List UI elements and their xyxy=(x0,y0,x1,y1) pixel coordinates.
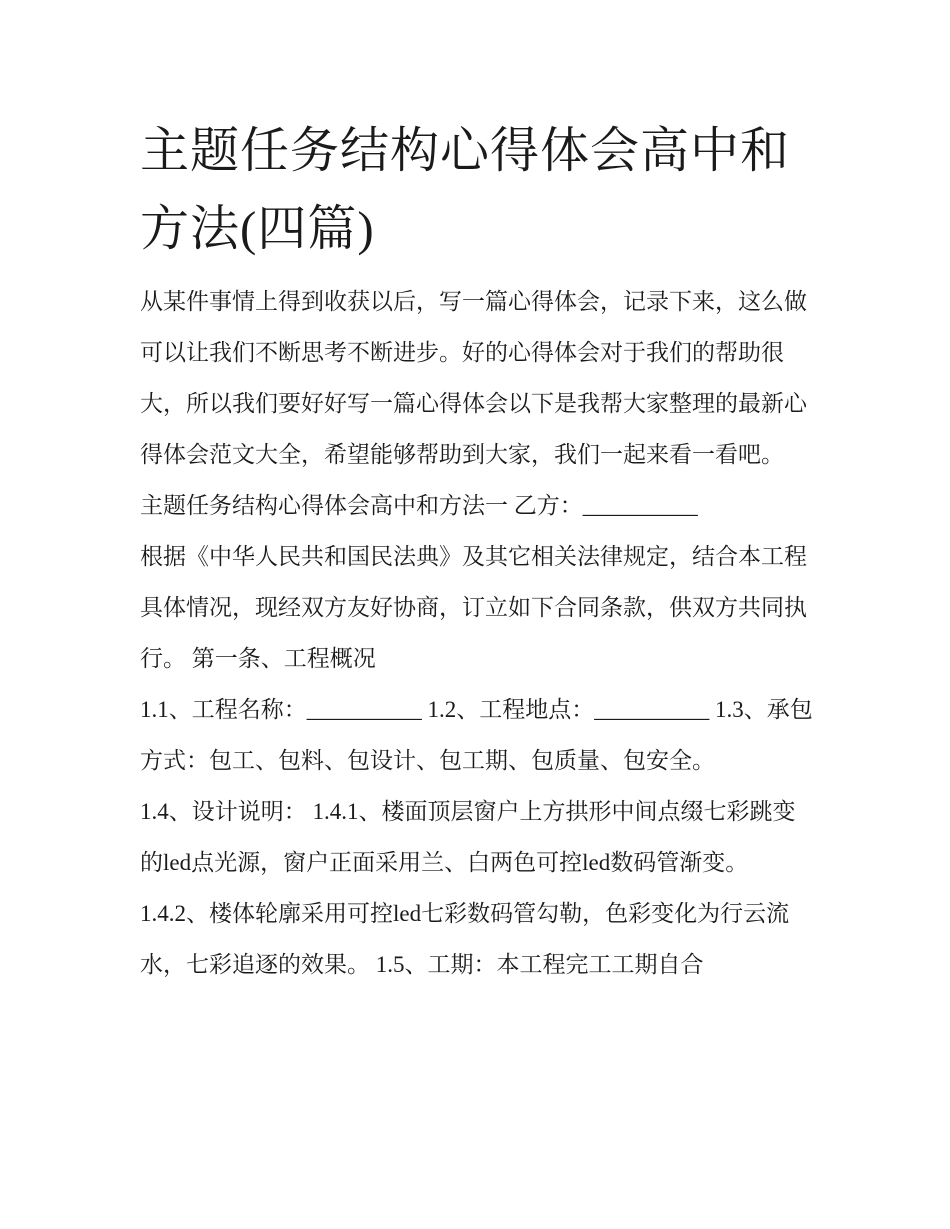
contract-preamble-paragraph: 根据《中华人民共和国民法典》及其它相关法律规定，结合本工程具体情况，现经双方友好协商，订立如下合同条款，供双方共同执行。 第一条、工程概况 xyxy=(140,544,807,671)
section-heading-party-b: 主题任务结构心得体会高中和方法一 乙方：__________ xyxy=(140,493,698,518)
intro-paragraph: 从某件事情上得到收获以后，写一篇心得体会，记录下来，这么做可以让我们不断思考不断进步。好的心得体会对于我们的帮助很大，所以我们要好好写一篇心得体会以下是我帮大家整理的最新心得体会范文大全，希望能够帮助到大家，我们一起来看一看吧。 xyxy=(140,289,807,467)
design-description-paragraph: 1.4、设计说明： 1.4.1、楼面顶层窗户上方拱形中间点缀七彩跳变的led点光源，窗户正面采用兰、白两色可控led数码管渐变。 xyxy=(140,799,796,875)
document-title: 主题任务结构心得体会高中和方法(四篇) xyxy=(140,123,791,256)
project-info-paragraph: 1.1、工程名称：__________ 1.2、工程地点：__________ 1.3、承包方式：包工、包料、包设计、包工期、包质量、包安全。 xyxy=(140,697,813,773)
document-body xyxy=(140,276,816,990)
outline-lighting-paragraph: 1.4.2、楼体轮廓采用可控led七彩数码管勾勒，色彩变化为行云流水，七彩追逐的效果。 1.5、工期：本工程完工工期自合 xyxy=(140,901,790,977)
